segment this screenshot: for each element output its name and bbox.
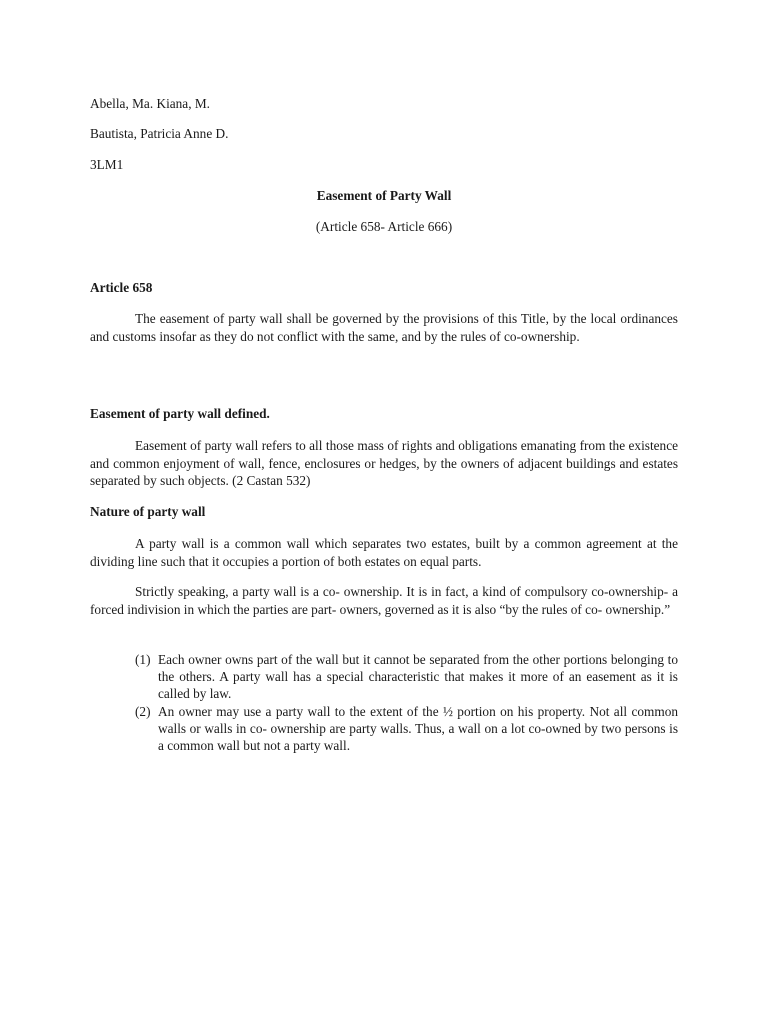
document-subtitle: (Article 658- Article 666) bbox=[315, 219, 453, 234]
paragraph-defined: Easement of party wall refers to all those mass of rights and obligations emanating from the existence and common enjoyment of wall, fence, enclosures or hedges, by the owners of adjacent buildings and estates separated by such objects. (2 Castan 532) bbox=[90, 438, 678, 489]
section-heading-article-658: Article 658 bbox=[90, 280, 153, 295]
paragraph-article-658: The easement of party wall shall be governed by the provisions of this Title, by the local ordinances and customs insofar as they do not conflict with the same, and by the rules of co-ownership. bbox=[90, 311, 678, 344]
document-title: Easement of Party Wall bbox=[316, 188, 452, 203]
list-item bbox=[90, 651, 678, 703]
list-item bbox=[90, 703, 678, 755]
section-heading-nature: Nature of party wall bbox=[90, 504, 206, 519]
section-heading-defined: Easement of party wall defined. bbox=[90, 406, 270, 421]
list-item-text: Each owner owns part of the wall but it cannot be separated from the other portions belonging to the others. A party wall has a special characteristic that makes it more of an easement as it is called by law. bbox=[158, 652, 678, 702]
numbered-list bbox=[90, 651, 678, 754]
paragraph-nature-2: Strictly speaking, a party wall is a co- ownership. It is in fact, a kind of compulsory co-ownership- a forced indivision in which the parties are part- owners, governed as it is also “by the rules of co- ownership.” bbox=[90, 584, 678, 617]
list-item-number: (2) bbox=[135, 703, 151, 719]
author-name-1: Abella, Ma. Kiana, M. bbox=[90, 96, 211, 111]
list-item-text: An owner may use a party wall to the extent of the ½ portion on his property. Not all common walls or walls in co- ownership are party walls. Thus, a wall on a lot co-owned by two persons is a common wall but not a party wall. bbox=[158, 703, 678, 754]
paragraph-nature-1: A party wall is a common wall which separates two estates, built by a common agreement at the dividing line such that it occupies a portion of both estates on equal parts. bbox=[90, 536, 678, 569]
section-code: 3LM1 bbox=[90, 157, 124, 172]
list-item-number: (1) bbox=[135, 652, 151, 667]
author-name-2: Bautista, Patricia Anne D. bbox=[90, 126, 229, 141]
